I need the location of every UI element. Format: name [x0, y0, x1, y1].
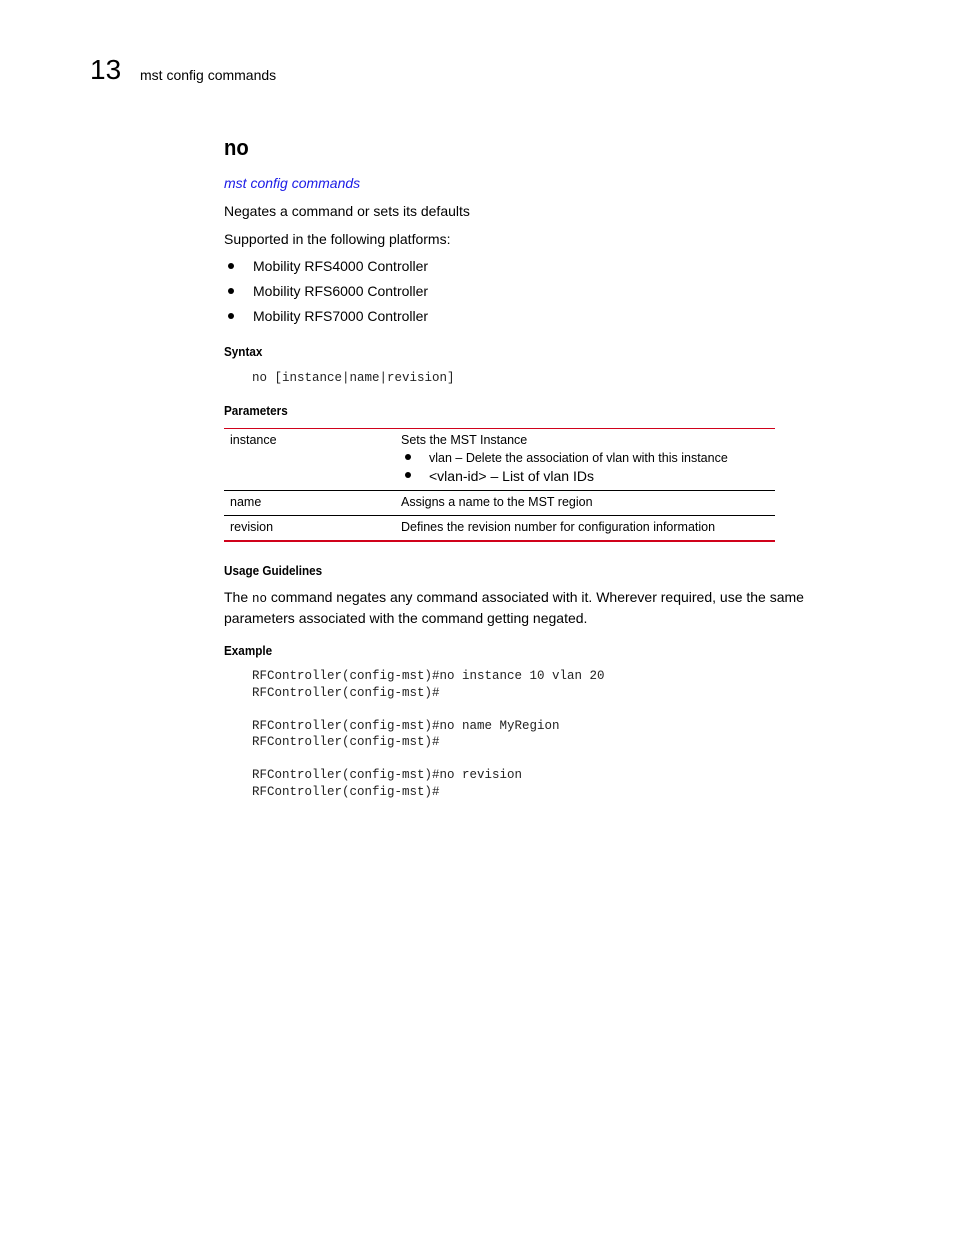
code-line: RFController(config-mst)#	[252, 784, 440, 799]
syntax-code: no [instance|name|revision]	[252, 371, 455, 385]
example-code-block	[252, 668, 605, 800]
param-name: revision	[224, 516, 395, 542]
param-description: Sets the MST Instance	[401, 433, 528, 447]
table-row	[224, 516, 775, 542]
table-row	[224, 429, 775, 491]
code-line	[252, 751, 605, 768]
code-line: RFController(config-mst)#	[252, 685, 440, 700]
code-line: RFController(config-mst)#no revision	[252, 768, 523, 782]
parameters-table	[224, 428, 775, 542]
list-item: Mobility RFS7000 Controller	[224, 307, 428, 332]
platforms-list	[224, 257, 428, 332]
platforms-intro: Supported in the following platforms:	[224, 231, 451, 247]
list-item: Mobility RFS4000 Controller	[224, 257, 428, 282]
page-title: no	[224, 135, 249, 160]
usage-text-part: The	[224, 589, 253, 605]
code-line: RFController(config-mst)#no name MyRegion	[252, 718, 560, 733]
chapter-number: 13	[90, 54, 122, 85]
code-line	[252, 701, 605, 718]
param-options-list	[401, 449, 769, 485]
param-description: Assigns a name to the MST region	[395, 491, 775, 516]
breadcrumb-link[interactable]: mst config commands	[224, 175, 361, 191]
usage-heading: Usage Guidelines	[224, 563, 323, 578]
param-description-cell	[395, 429, 775, 491]
inline-code: no	[252, 592, 268, 606]
list-item: <vlan-id> – List of vlan IDs	[401, 467, 769, 485]
code-line: RFController(config-mst)#no instance 10 vlan 20	[252, 669, 605, 683]
param-name: instance	[230, 433, 277, 447]
parameters-heading: Parameters	[224, 403, 288, 418]
usage-text-part: command negates any command associated with it. Wherever required, use the same parameters associated with the command getting negated.	[224, 589, 804, 626]
param-description: Defines the revision number for configuration information	[395, 516, 775, 542]
usage-text	[224, 588, 844, 628]
list-item: vlan – Delete the association of vlan with this instance	[401, 449, 769, 467]
example-heading: Example	[224, 643, 273, 658]
syntax-heading: Syntax	[224, 344, 263, 359]
chapter-title: mst config commands	[140, 67, 277, 83]
command-description: Negates a command or sets its defaults	[224, 203, 470, 219]
param-name: name	[224, 491, 395, 516]
code-line: RFController(config-mst)#	[252, 735, 440, 749]
table-row	[224, 491, 775, 516]
list-item: Mobility RFS6000 Controller	[224, 282, 428, 307]
